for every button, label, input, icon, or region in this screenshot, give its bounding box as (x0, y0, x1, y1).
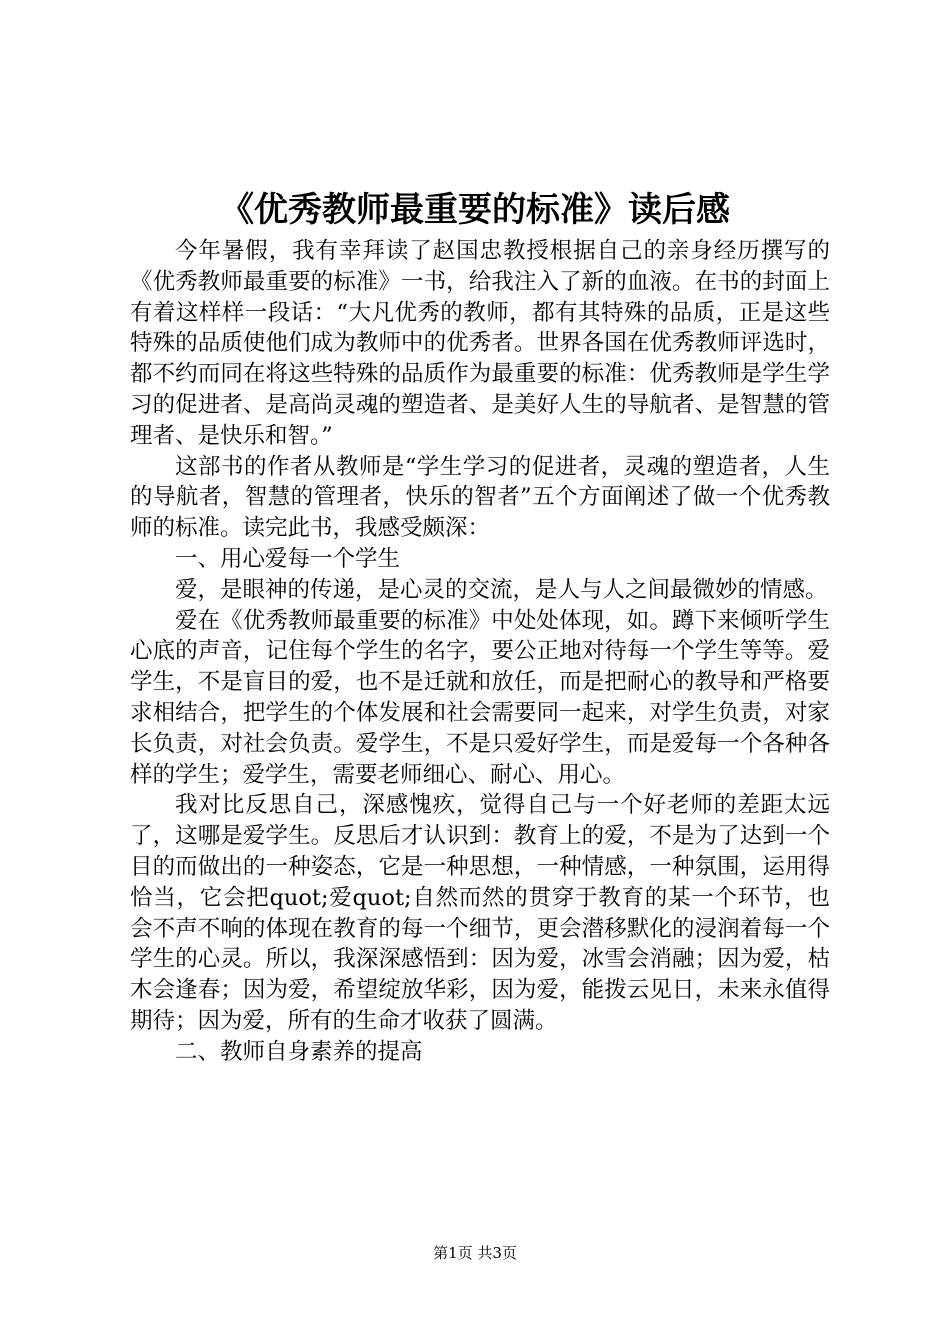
page-footer: 第1页 共3页 (433, 1244, 517, 1262)
paragraph: 爱在《优秀教师最重要的标准》中处处体现，如。蹲下来倾听学生心底的声音，记住每个学生的名字，要公正地对待每一个学生等等。爱学生，不是盲目的爱，也不是迁就和放任，而是把耐心的教导和严格要求相结合，把学生的个体发展和社会需要同一起来，对学生负责，对家长负责，对社会负责。爱学生，不是只爱好学生，而是爱每一个各种各样的学生；爱学生，需要老师细心、耐心、用心。 (130, 607, 830, 788)
paragraph: 今年暑假，我有幸拜读了赵国忠教授根据自己的亲身经历撰写的《优秀教师最重要的标准》一书，给我注入了新的血液。在书的封面上有着这样样一段话：“大凡优秀的教师，都有其特殊的品质，正是这些特殊的品质使他们成为教师中的优秀者。世界各国在优秀教师评选时，都不约而同在将这些特殊的品质作为最重要的标准：优秀教师是学生学习的促进者、是高尚灵魂的塑造者、是美好人生的导航者、是智慧的管理者、是快乐和智。” (130, 238, 830, 449)
section-heading: 一、用心爱每一个学生 (175, 545, 401, 572)
document-title: 《优秀教师最重要的标准》读后感 (220, 190, 730, 230)
paragraph: 这部书的作者从教师是“学生学习的促进者，灵魂的塑造者，人生的导航者，智慧的管理者，快乐的智者”五个方面阐述了做一个优秀教师的标准。读完此书，我感受颇深： (130, 453, 830, 542)
section-heading: 二、教师自身素养的提高 (175, 1038, 423, 1065)
paragraph: 爱，是眼神的传递，是心灵的交流，是人与人之间最微妙的情感。 (175, 576, 828, 603)
paragraph: 我对比反思自己，深感愧疚，觉得自己与一个好老师的差距太远了，这哪是爱学生。反思后才认识到：教育上的爱，不是为了达到一个目的而做出的一种姿态，它是一种思想，一种情感，一种氛围，运用得恰当，它会把quot;爱quot;自然而然的贯穿于教育的某一个环节，也会不声不响的体现在教育的每一个细节，更会潜移默化的浸润着每一个学生的心灵。所以，我深深感悟到：因为爱，冰雪会消融；因为爱，枯木会逢春；因为爱，希望绽放华彩，因为爱，能拨云见日，未来永值得期待；因为爱，所有的生命才收获了圆满。 (130, 792, 830, 1034)
document-body (130, 236, 830, 1068)
